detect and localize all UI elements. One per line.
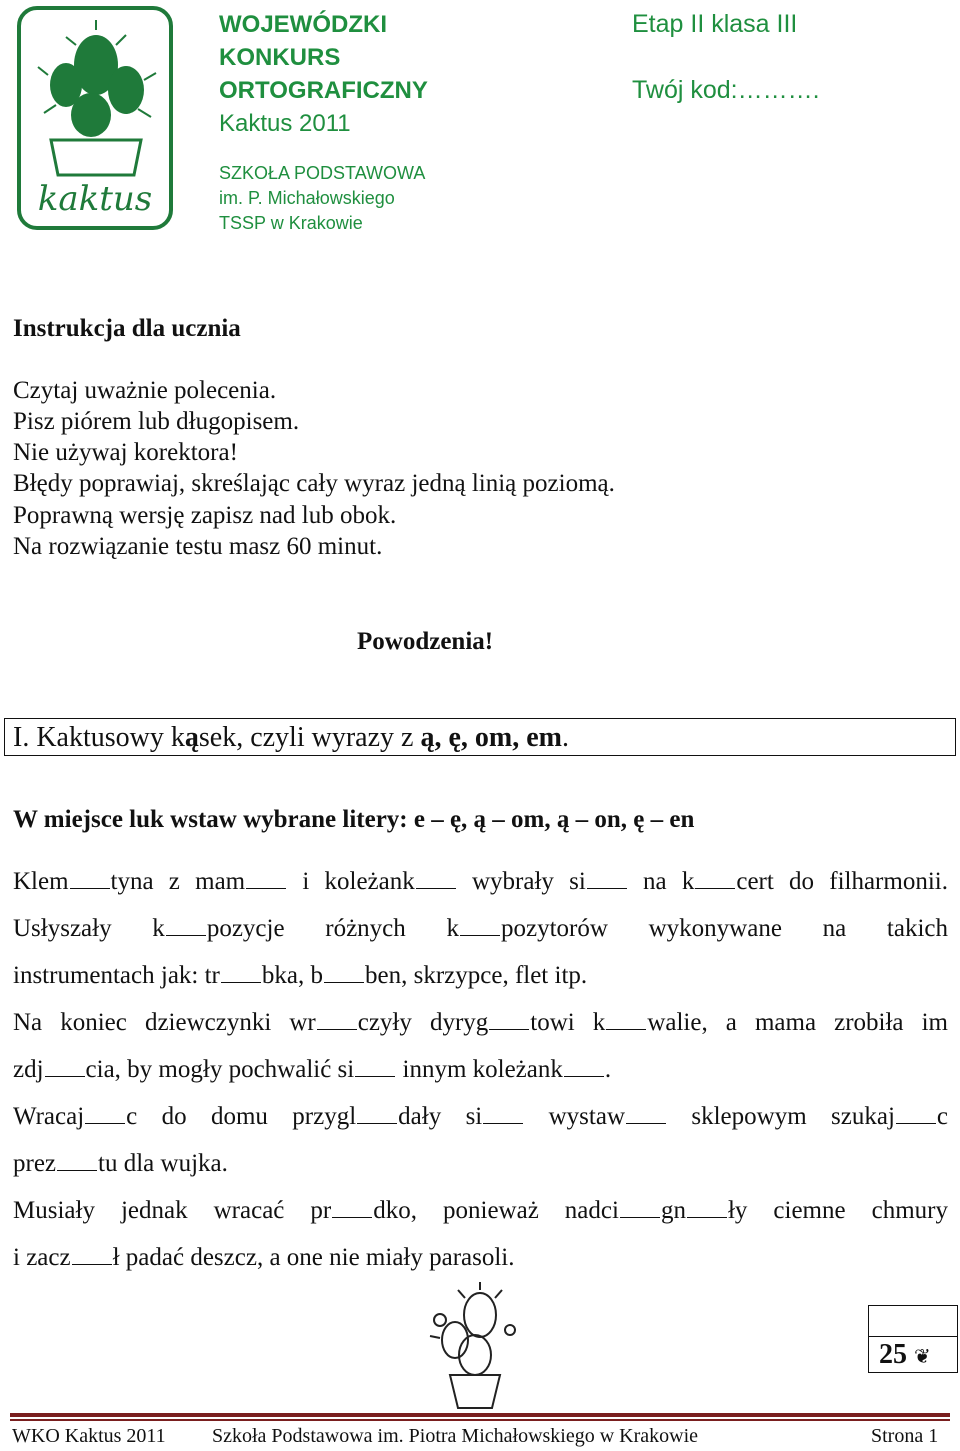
contest-name-line1: WOJEWÓDZKI [219, 11, 387, 38]
school-line3: TSSP w Krakowie [219, 213, 363, 233]
blank-field[interactable] [357, 1103, 397, 1124]
text-line: Usłyszały k pozycje różnych k pozytorów wykonywane na takich [13, 915, 948, 942]
instruction-line: Pisz piórem lub długopisem. [13, 408, 300, 435]
instruction-line: Błędy poprawiaj, skreślając cały wyraz jedną linią poziomą. [13, 470, 615, 497]
blank-field[interactable] [606, 1009, 646, 1030]
footer-page-number: Strona 1 [871, 1425, 939, 1447]
footer-left: WKO Kaktus 2011 [12, 1425, 166, 1447]
text-line: Klem tyna z mam i koleżank wybrały si na k cert do filharmonii. [13, 868, 948, 895]
cactus-logo-icon [16, 5, 174, 231]
blank-field[interactable] [687, 1197, 727, 1218]
score-box [868, 1305, 958, 1373]
cactus-illustration [420, 1280, 520, 1410]
blank-field[interactable] [620, 1197, 660, 1218]
instruction-line: Nie używaj korektora! [13, 439, 238, 466]
kaktus-logo [16, 5, 174, 231]
blank-field[interactable] [489, 1009, 529, 1030]
text-line: Wracaj c do domu przygl dały si wystaw sklepowym szukaj c [13, 1103, 948, 1130]
blank-field[interactable] [45, 1056, 85, 1077]
blank-field[interactable] [246, 868, 286, 889]
instruction-line: Czytaj uważnie polecenia. [13, 377, 277, 404]
small-cactus-icon: ❦ [914, 1346, 931, 1368]
good-luck-text: Powodzenia! [357, 628, 494, 655]
blank-field[interactable] [695, 868, 735, 889]
blank-field[interactable] [332, 1197, 372, 1218]
text-line: prez tu dla wujka. [13, 1150, 228, 1177]
blank-field[interactable] [85, 1103, 125, 1124]
score-value: 25 [879, 1339, 907, 1370]
instructions-title: Instrukcja dla ucznia [13, 315, 241, 342]
school-line2: im. P. Michałowskiego [219, 188, 395, 208]
svg-text:kaktus: kaktus [37, 179, 153, 219]
cactus-drawing-icon [420, 1280, 520, 1410]
section-suffix: . [561, 722, 569, 753]
blank-field[interactable] [896, 1103, 936, 1124]
blank-field[interactable] [416, 868, 456, 889]
text-line: Musiały jednak wracać pr dko, ponieważ nadci gn ły ciemne chmury [13, 1197, 948, 1224]
blank-field[interactable] [221, 962, 261, 983]
stage-label: Etap II klasa III [632, 10, 798, 38]
blank-field[interactable] [317, 1009, 357, 1030]
instruction-line: Na rozwiązanie testu masz 60 minut. [13, 533, 383, 560]
blank-field[interactable] [324, 962, 364, 983]
blank-field[interactable] [460, 915, 500, 936]
student-code-field[interactable]: Twój kod:………. [632, 76, 820, 104]
blank-field[interactable] [70, 868, 110, 889]
section-bold-list: ą, ę, om, em [420, 722, 562, 753]
text-line: i zacz ł padać deszcz, a one nie miały parasoli. [13, 1244, 515, 1271]
text-line: instrumentach jak: tr bka, b ben, skrzypce, flet itp. [13, 962, 588, 989]
footer-rule-thick [10, 1413, 950, 1417]
text-line: zdj cia, by mogły pochwalić si innym koleżank . [13, 1056, 612, 1083]
blank-field[interactable] [166, 915, 206, 936]
blank-field[interactable] [483, 1103, 523, 1124]
footer-center: Szkoła Podstawowa im. Piotra Michałowskiego w Krakowie [212, 1425, 699, 1447]
contest-name-line2: KONKURS [219, 44, 341, 71]
score-value-cell [869, 1336, 957, 1372]
section-heading [4, 718, 956, 756]
section-bold-a: ą [184, 722, 199, 753]
footer-rule-thin [10, 1419, 950, 1421]
blank-field[interactable] [626, 1103, 666, 1124]
blank-field[interactable] [564, 1056, 604, 1077]
blank-field[interactable] [57, 1150, 97, 1171]
fill-in-paragraph [13, 858, 948, 1281]
blank-field[interactable] [355, 1056, 395, 1077]
blank-field[interactable] [587, 868, 627, 889]
school-line1: SZKOŁA PODSTAWOWA [219, 163, 426, 183]
section-middle: sek, czyli wyrazy z [198, 722, 421, 753]
section-prefix: I. Kaktusowy k [13, 722, 185, 753]
blank-field[interactable] [72, 1244, 112, 1265]
text-line: Na koniec dziewczynki wr czyły dyryg towi k walie, a mama zrobiła im [13, 1009, 948, 1036]
task-instruction: W miejsce luk wstaw wybrane litery: e – ę, ą – om, ą – on, ę – en [13, 806, 695, 833]
contest-name-line4: Kaktus 2011 [219, 110, 351, 137]
instruction-line: Poprawną wersję zapisz nad lub obok. [13, 502, 397, 529]
contest-name-line3: ORTOGRAFICZNY [219, 77, 428, 104]
